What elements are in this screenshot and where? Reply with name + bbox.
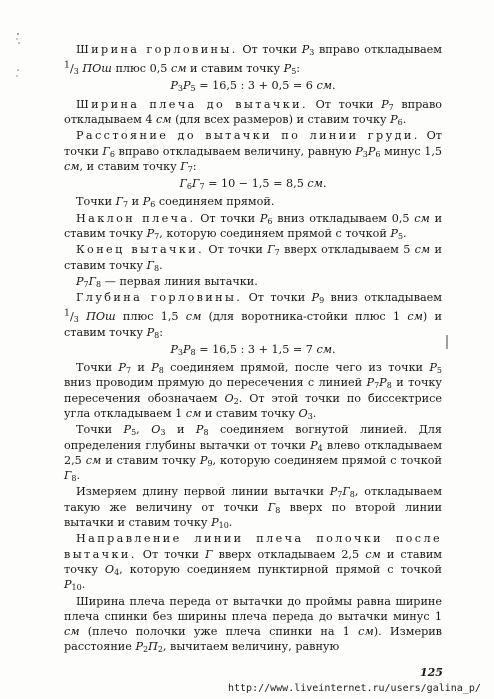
paragraph: [64, 422, 442, 483]
paragraph-heading: Наклон плеча.: [76, 211, 196, 225]
paragraph-heading: Конец вытачки.: [76, 243, 205, 257]
formula-line: $Г_6Г_7 = 10 - 1,5 = 8,5$ см.: [179, 177, 327, 192]
paragraph: [64, 531, 442, 592]
paragraph-body: $P_7Г_8$ — первая линия вытачки.: [76, 274, 258, 289]
paragraph-body: Точки $P_5$, $O_3$ и $P_8$ соединяем вогнутой линией. Для определения глубины вытачки от точки $P_4$ влево откладываем 2,5 см и ставим точку $P_9$, которую соединяем прямой с точкой $Г_8$.: [64, 423, 442, 484]
paragraph-body: Измеряем длину первой линии вытачки $P_7Г_8$, откладываем такую же величину от точки $Г_8$ вверх по второй линии вытачки и ставим точку $P_{10}$.: [64, 485, 442, 531]
paragraph: [64, 484, 442, 530]
paragraph-heading: Направление линии плеча полочки после вытачки.: [64, 532, 442, 561]
paragraph-body: От точки $P_6$ вниз откладываем 0,5 см и ставим точку $P_7$, которую соединяем прямой с точкой $P_5$.: [64, 211, 443, 241]
paragraph-heading: Ширина плеча до вытачки.: [76, 97, 308, 111]
paragraph-body: Точки $Г_7$ и $P_6$ соединяем прямой.: [76, 195, 275, 210]
paragraph: [64, 97, 442, 128]
paragraph-body: От точки $P_9$ вниз откладываем $^1/_3$ ПОш плюс 1,5 см (для воротника-стойки плюс 1 см) и ставим точку $P_8$:: [64, 291, 442, 340]
formula-line: $P_3P_5 = 16,5$ : 3 + 0,5 = 6 см.: [170, 79, 336, 94]
scan-margin-marks: [14, 30, 22, 93]
paragraph-body: От точки $Г_6$ вправо откладываем величину, равную $P_3P_6$ минус 1,5 см, и ставим точку $Г_7$:: [64, 129, 442, 174]
formula-line: $P_3P_8 = 16,5$ : 3 + 1,5 = 7 см.: [170, 342, 336, 357]
paragraph-heading: Ширина горловины.: [76, 43, 238, 56]
page-text-body: [64, 42, 442, 656]
paragraph-body: Ширина плеча переда от вытачки до проймы равна ширине плеча спинки без ширины плеча переда до вытачки минус 1 см (плечо полочки уже плеча спинки на 1 см). Измерив расстояние $P_2П_2$, вычитаем величину, равную: [64, 594, 442, 655]
paragraph: [64, 128, 442, 174]
paragraph-heading: Глубина горловины.: [76, 291, 243, 305]
paragraph-heading: Расстояние до вытачки по линии груди.: [76, 129, 420, 143]
paragraph: [64, 290, 442, 340]
paragraph-body: От точки Г вверх откладываем 2,5 см и ставим точку $O_4$, которую соединяем пунктирной прямой с точкой $P_{10}$.: [64, 547, 443, 593]
paragraph-body: От точки $P_7$ вправо откладываем 4 см (для всех размеров) и ставим точку $P_6$.: [64, 97, 442, 127]
paragraph: [64, 274, 442, 289]
page-number: 125: [420, 666, 443, 679]
paragraph: [64, 360, 442, 421]
scan-noise-icon: [14, 30, 22, 90]
paragraph: [64, 42, 442, 76]
paragraph: [64, 242, 442, 273]
paragraph: [64, 194, 442, 209]
paragraph: [64, 211, 442, 242]
paragraph-body: Точки $P_7$ и $P_8$ соединяем прямой, после чего из точки $P_5$ вниз проводим прямую до пересечения с линией $P_7P_8$ и точку пересечения обозначаем $O_2$. От этой точки по биссектрисе угла откладываем 1 см и ставим точку $O_3$.: [64, 361, 442, 421]
paragraph: [64, 594, 442, 655]
footer-url: http://www.liveinternet.ru/users/galina_p/: [228, 683, 481, 694]
paragraph-body: От точки $Г_7$ вверх откладываем 5 см и ставим точку $Г_8$.: [64, 243, 442, 273]
paragraph-body: От точки $P_3$ вправо откладываем $^1/_3$ ПОш плюс 0,5 см и ставим точку $P_5$:: [64, 43, 442, 77]
margin-tick-icon: [444, 335, 450, 349]
